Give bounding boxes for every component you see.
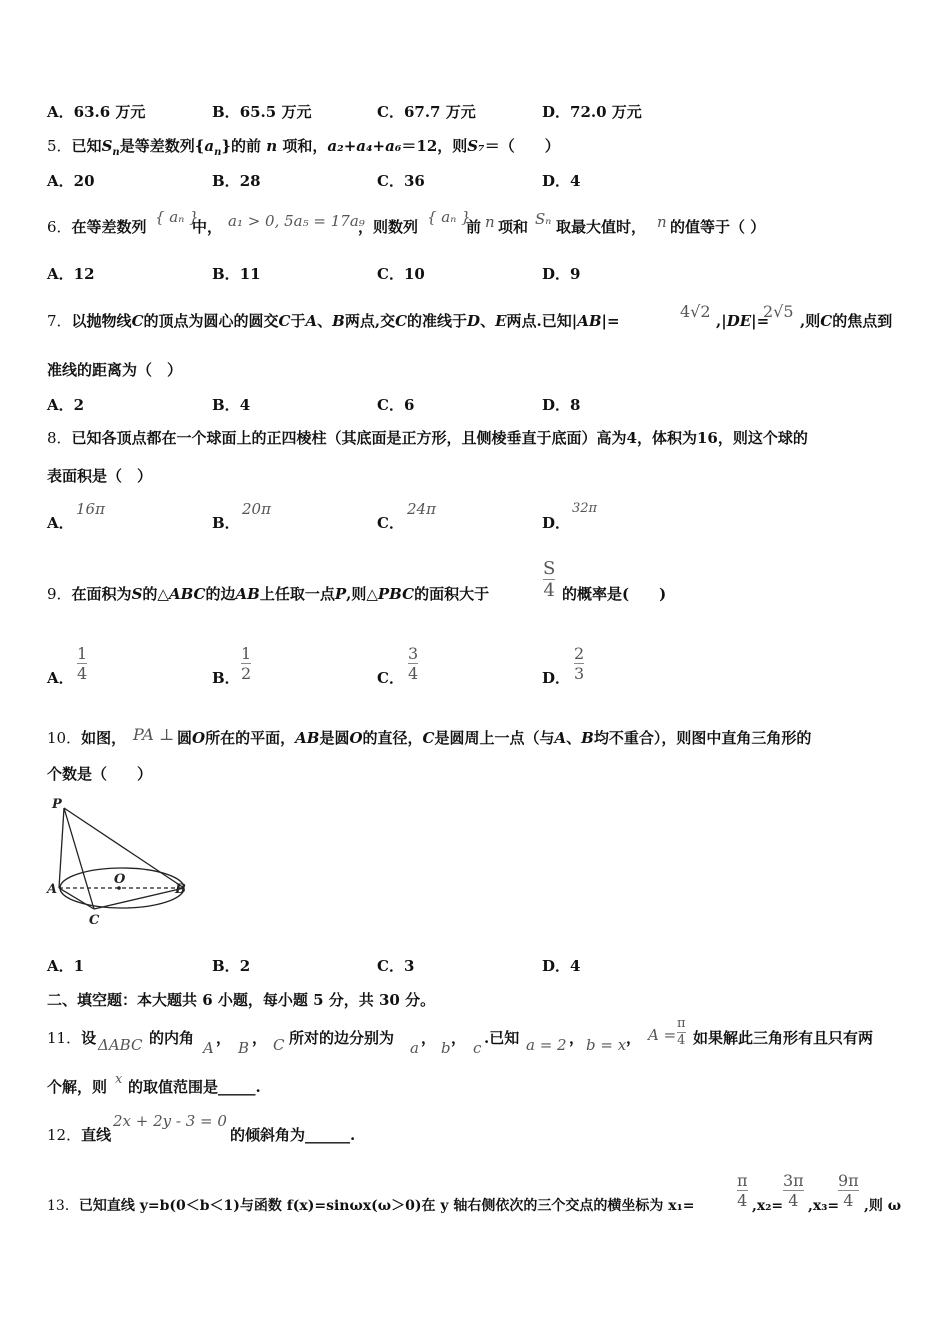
q9-option-c-frac xyxy=(408,645,418,682)
q11-math-c: c xyxy=(473,1039,482,1057)
frac-den: 4 xyxy=(408,664,419,683)
q11-math-x: x xyxy=(115,1072,123,1087)
q13-stem: 13．已知直线 y=b(0＜b＜1)与函数 f(x)=sinωx(ω＞0)在 y 轴右侧依次的三个交点的横坐标为 x₁= xyxy=(47,1198,695,1214)
q6-text-g: 的值等于（ ） xyxy=(670,218,766,236)
q11-comma3: ， xyxy=(421,1029,437,1047)
q11-comma2: ， xyxy=(252,1029,268,1047)
q8-option-b-math: 20π xyxy=(242,500,271,518)
q9-frac-num: S xyxy=(543,558,556,579)
q9-option-d-letter: D． xyxy=(542,669,571,687)
q11-comma4: ， xyxy=(451,1029,467,1047)
q11-math-a: a xyxy=(410,1039,419,1057)
q10-line2: 个数是（ ） xyxy=(47,765,153,783)
q11-comma6: ， xyxy=(626,1029,642,1047)
q7-line1b: ,|DE|= xyxy=(716,312,770,330)
q4-option-d: D．72.0 万元 xyxy=(542,103,642,121)
q12-stem-a: 12．直线 xyxy=(47,1126,112,1144)
q12-blank[interactable]: ______ xyxy=(305,1126,351,1144)
q5-stem: 5．已知$S_n$是等差数列$\{a_n\}$的前 n 项和，a₂+a₄+a₆＝12，则S₇＝（ ） xyxy=(47,137,560,158)
q10-option-d: D．4 xyxy=(542,957,581,975)
q11-stem-d: .已知 xyxy=(484,1029,520,1047)
q5-option-a: A．20 xyxy=(47,172,95,190)
fig-label-a: A xyxy=(47,882,58,897)
q10-figure xyxy=(44,796,194,930)
q11-comma1: ， xyxy=(216,1029,232,1047)
q11-blank[interactable]: _____ xyxy=(218,1078,256,1096)
q6-math-n: n xyxy=(485,213,495,231)
frac-num: 3π xyxy=(783,1171,804,1190)
q10-stem-b: 圆O所在的平面，AB是圆O的直径，C是圆周上一点（与A、B均不重合），则图中直角三角形的 xyxy=(177,729,812,747)
q11-line2-b: 的取值范围是_____. xyxy=(128,1078,261,1096)
q9-option-c-letter: C． xyxy=(377,669,404,687)
q11-math-Aeq: A = xyxy=(648,1026,677,1044)
q5-option-d: D．4 xyxy=(542,172,581,190)
frac-den: 4 xyxy=(77,664,88,683)
q6-math-cond: a₁ > 0, 5a₅ = 17a₉ xyxy=(228,212,365,230)
q9-frac-den: 4 xyxy=(543,580,555,601)
q4-option-b: B．65.5 万元 xyxy=(212,103,312,121)
q7-option-b: B．4 xyxy=(212,396,251,414)
q4-option-c: C．67.7 万元 xyxy=(377,103,476,121)
frac-num: 9π xyxy=(838,1171,859,1190)
q8-line2: 表面积是（ ） xyxy=(47,467,153,485)
frac-num: π xyxy=(677,1016,686,1031)
q11-math-abc: ΔABC xyxy=(98,1036,143,1054)
q12-stem-b: 的倾斜角为______. xyxy=(230,1126,356,1144)
q11-math-bx: b = x xyxy=(586,1036,627,1054)
frac-den: 4 xyxy=(677,1033,686,1048)
frac-den: 3 xyxy=(574,664,585,683)
fig-label-p: P xyxy=(52,797,62,812)
fig-label-b: B xyxy=(175,882,186,897)
frac-num: 3 xyxy=(408,644,419,663)
q9-option-a-letter: A． xyxy=(47,669,74,687)
frac-num: π xyxy=(737,1171,748,1190)
q7-line1c: ,则C的焦点到 xyxy=(800,312,893,330)
frac-den: 4 xyxy=(737,1191,748,1210)
q6-option-c: C．10 xyxy=(377,265,425,283)
q6-text-f: 取最大值时， xyxy=(556,218,647,236)
q6-math-sn: Sₙ xyxy=(535,210,552,228)
q11-math-A: A xyxy=(203,1039,214,1057)
q5-option-b: B．28 xyxy=(212,172,261,190)
q13-sep3: ,x₃= xyxy=(808,1198,840,1214)
segment-pa xyxy=(59,808,64,888)
q13-frac-x3 xyxy=(838,1172,859,1209)
q11-stem-c: 所对的边分别为 xyxy=(289,1029,395,1047)
q6-option-b: B．11 xyxy=(212,265,261,283)
q7-math-de: 2√5 xyxy=(763,302,794,321)
q7-math-ab: 4√2 xyxy=(680,302,711,321)
q10-option-a: A．1 xyxy=(47,957,85,975)
q11-stem-e: 如果解此三角形有且只有两 xyxy=(693,1029,874,1047)
q9-option-b-frac xyxy=(241,645,251,682)
q8-line1: 8．已知各顶点都在一个球面上的正四棱柱（其底面是正方形，且侧棱垂直于底面）高为4，体积为16，则这个球的 xyxy=(47,429,808,447)
frac-den: 4 xyxy=(788,1191,799,1210)
q11-stem-a: 11．设 xyxy=(47,1029,97,1047)
q4-option-a: A．63.6 万元 xyxy=(47,103,146,121)
q10-stem-a: 10．如图， xyxy=(47,729,127,747)
q9-fraction xyxy=(543,559,555,600)
q8-option-c-letter: C． xyxy=(377,514,404,532)
frac-den: 4 xyxy=(843,1191,854,1210)
q5-option-c: C．36 xyxy=(377,172,425,190)
q11-math-a2: a = 2 xyxy=(526,1036,567,1054)
q11-stem-b: 的内角 xyxy=(149,1029,195,1047)
q6-option-a: A．12 xyxy=(47,265,95,283)
q6-math-n2: n xyxy=(657,213,667,231)
q6-math-an: { aₙ } xyxy=(155,208,199,226)
q11-fraction xyxy=(677,1017,686,1048)
q8-option-b-letter: B． xyxy=(212,514,240,532)
q13-sep2: ,x₂= xyxy=(752,1198,784,1214)
q11-math-B: B xyxy=(238,1039,250,1057)
q11-math-b: b xyxy=(441,1039,451,1057)
q9-option-b-letter: B． xyxy=(212,669,240,687)
q10-math-pa: PA ⊥ xyxy=(133,725,174,744)
q9-stem-g: 的概率是( ) xyxy=(562,585,667,603)
segment-bc xyxy=(94,888,184,909)
frac-den: 2 xyxy=(241,664,252,683)
frac-num: 1 xyxy=(77,644,88,663)
q6-text-c: ，则数列 xyxy=(358,218,419,236)
q6-text-b: 中， xyxy=(192,218,223,236)
q7-option-c: C．6 xyxy=(377,396,415,414)
q8-option-a-letter: A． xyxy=(47,514,74,532)
q12-math-line: 2x + 2y - 3 = 0 xyxy=(113,1112,227,1130)
section2-heading: 二、填空题：本大题共 6 小题，每小题 5 分，共 30 分。 xyxy=(47,991,436,1009)
q13-end: ,则 ω xyxy=(864,1198,902,1214)
q8-option-c-math: 24π xyxy=(407,500,436,518)
q7-line2: 准线的距离为（ ） xyxy=(47,361,183,379)
q13-frac-x2 xyxy=(783,1172,804,1209)
q7-line1a: 7．以抛物线C的顶点为圆心的圆交C于A、B两点,交C的准线于D、E两点.已知|AB|= xyxy=(47,312,620,330)
q7-option-a: A．2 xyxy=(47,396,85,414)
q11-line2-a: 个解，则 xyxy=(47,1078,108,1096)
q11-comma5: ， xyxy=(569,1029,585,1047)
q7-option-d: D．8 xyxy=(542,396,581,414)
q6-text-d: 前 xyxy=(466,218,482,236)
fig-label-o: O xyxy=(114,872,126,887)
fig-label-c: C xyxy=(89,913,100,928)
q6-option-d: D．9 xyxy=(542,265,581,283)
q8-option-d-math: 32π xyxy=(572,501,598,516)
q6-math-an2: { aₙ } xyxy=(427,208,471,226)
q6-text-e: 项和 xyxy=(498,218,529,236)
q11-math-C: C xyxy=(273,1036,285,1054)
q10-option-b: B．2 xyxy=(212,957,251,975)
q9-option-a-frac xyxy=(77,645,87,682)
q8-option-a-math: 16π xyxy=(76,500,105,518)
q6-number: 6．在等差数列 xyxy=(47,218,147,236)
frac-num: 1 xyxy=(241,644,252,663)
q9-stem-a: 9．在面积为S的△ABC的边AB上任取一点P,则△PBC的面积大于 xyxy=(47,585,490,603)
q8-option-d-letter: D． xyxy=(542,514,571,532)
q9-option-d-frac xyxy=(574,645,584,682)
q13-frac-x1 xyxy=(737,1172,748,1209)
q10-option-c: C．3 xyxy=(377,957,415,975)
frac-num: 2 xyxy=(574,644,585,663)
